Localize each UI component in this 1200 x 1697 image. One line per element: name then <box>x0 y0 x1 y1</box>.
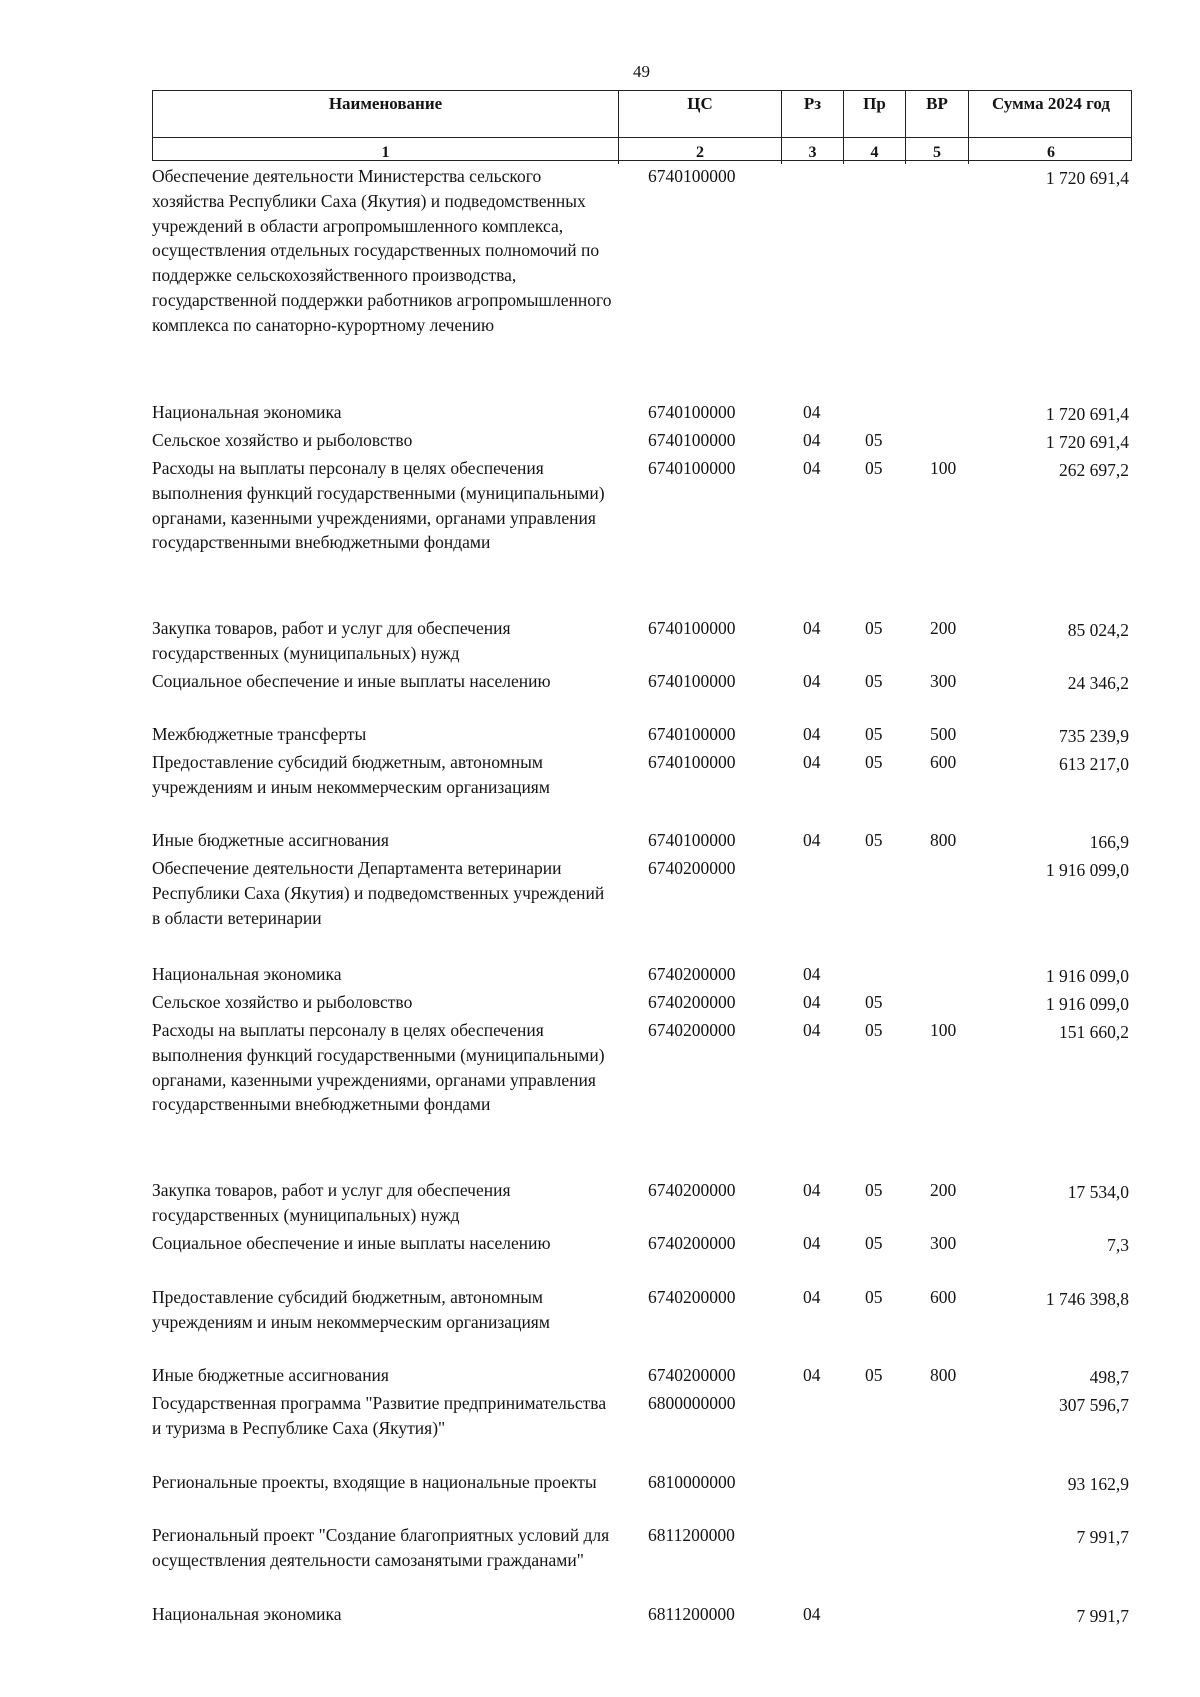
row-cs: 6740200000 <box>648 1180 736 1200</box>
column-number-row <box>152 137 1132 161</box>
row-rz: 04 <box>803 1020 821 1040</box>
row-sum: 1 916 099,0 <box>1045 994 1129 1014</box>
row-sum: 735 239,9 <box>1059 726 1129 746</box>
header-name: Наименование <box>153 91 619 137</box>
row-name: Национальная экономика <box>152 964 342 984</box>
page-number: 49 <box>633 62 650 81</box>
row-rz: 04 <box>803 671 821 691</box>
row-pr: 05 <box>865 1180 883 1200</box>
row-name: Закупка товаров, работ и услуг для обеспечения государственных (муниципальных) нужд <box>152 1180 511 1225</box>
row-rz: 04 <box>803 752 821 772</box>
row-sum: 85 024,2 <box>1067 620 1129 640</box>
row-cs: 6811200000 <box>648 1604 735 1624</box>
row-name: Обеспечение деятельности Министерства сельского хозяйства Республики Саха (Якутия) и подведомственных учреждений в области агропромышленного комплекса, осуществления отдельных государственных полномочий по поддержке сельскохозяйственного производства, государственной поддержки работников агропромышленного комплекса по санаторно-курортному лечению <box>152 166 612 335</box>
row-sum: 1 746 398,8 <box>1045 1289 1129 1309</box>
row-vr: 800 <box>930 1365 957 1385</box>
row-pr: 05 <box>865 458 883 478</box>
row-rz: 04 <box>803 458 821 478</box>
row-pr: 05 <box>865 724 883 744</box>
row-name: Межбюджетные трансферты <box>152 724 367 744</box>
row-name: Сельское хозяйство и рыболовство <box>152 992 413 1012</box>
row-pr: 05 <box>865 671 883 691</box>
row-cs: 6740100000 <box>648 752 736 772</box>
row-sum: 1 720 691,4 <box>1045 432 1129 452</box>
row-vr: 300 <box>930 1233 957 1253</box>
column-number: 2 <box>619 138 782 164</box>
row-cs: 6740100000 <box>648 430 736 450</box>
row-name: Расходы на выплаты персоналу в целях обеспечения выполнения функций государственными (муниципальными) органами, казенными учреждениями, органами управления государственными внебюджетными фондами <box>152 458 605 553</box>
row-cs: 6740200000 <box>648 1233 736 1253</box>
row-cs: 6740100000 <box>648 671 736 691</box>
row-sum: 498,7 <box>1089 1367 1129 1387</box>
row-vr: 600 <box>930 752 957 772</box>
row-name: Сельское хозяйство и рыболовство <box>152 430 413 450</box>
row-vr: 200 <box>930 1180 957 1200</box>
row-vr: 500 <box>930 724 957 744</box>
column-number: 3 <box>782 138 844 164</box>
row-cs: 6740100000 <box>648 724 736 744</box>
row-name: Социальное обеспечение и иные выплаты населению <box>152 671 551 691</box>
row-rz: 04 <box>803 964 821 984</box>
row-sum: 1 720 691,4 <box>1045 404 1129 424</box>
row-rz: 04 <box>803 402 821 422</box>
header-rz: Рз <box>782 91 844 137</box>
row-name: Иные бюджетные ассигнования <box>152 1365 389 1385</box>
row-cs: 6740100000 <box>648 402 736 422</box>
column-number: 4 <box>844 138 906 164</box>
row-sum: 1 916 099,0 <box>1045 860 1129 880</box>
row-sum: 93 162,9 <box>1067 1474 1129 1494</box>
row-rz: 04 <box>803 992 821 1012</box>
row-pr: 05 <box>865 752 883 772</box>
row-name: Иные бюджетные ассигнования <box>152 830 389 850</box>
row-sum: 151 660,2 <box>1059 1022 1129 1042</box>
row-name: Расходы на выплаты персоналу в целях обеспечения выполнения функций государственными (муниципальными) органами, казенными учреждениями, органами управления государственными внебюджетными фондами <box>152 1020 605 1115</box>
row-vr: 100 <box>930 458 957 478</box>
row-name: Региональный проект "Создание благоприятных условий для осуществления деятельности самозанятыми гражданами" <box>152 1525 610 1570</box>
row-pr: 05 <box>865 430 883 450</box>
row-rz: 04 <box>803 830 821 850</box>
row-vr: 600 <box>930 1287 957 1307</box>
row-sum: 7 991,7 <box>1076 1606 1129 1626</box>
header-pr: Пр <box>844 91 906 137</box>
row-sum: 1 720 691,4 <box>1045 168 1129 188</box>
header-cs: ЦС <box>619 91 782 137</box>
row-rz: 04 <box>803 1233 821 1253</box>
row-cs: 6740100000 <box>648 458 736 478</box>
row-sum: 1 916 099,0 <box>1045 966 1129 986</box>
row-cs: 6800000000 <box>648 1393 736 1413</box>
row-vr: 100 <box>930 1020 957 1040</box>
row-pr: 05 <box>865 618 883 638</box>
row-cs: 6740200000 <box>648 1020 736 1040</box>
row-name: Социальное обеспечение и иные выплаты населению <box>152 1233 551 1253</box>
row-pr: 05 <box>865 830 883 850</box>
row-cs: 6811200000 <box>648 1525 735 1545</box>
row-sum: 24 346,2 <box>1067 673 1129 693</box>
header-sum: Сумма 2024 год <box>991 94 1111 113</box>
column-number: 1 <box>153 138 619 164</box>
row-rz: 04 <box>803 1287 821 1307</box>
row-cs: 6740100000 <box>648 830 736 850</box>
column-number: 5 <box>906 138 969 164</box>
row-cs: 6740200000 <box>648 858 736 878</box>
row-name: Закупка товаров, работ и услуг для обеспечения государственных (муниципальных) нужд <box>152 618 511 663</box>
row-name: Обеспечение деятельности Департамента ветеринарии Республики Саха (Якутия) и подведомственных учреждений в области ветеринарии <box>152 858 605 928</box>
row-sum: 613 217,0 <box>1059 754 1129 774</box>
row-rz: 04 <box>803 1180 821 1200</box>
row-sum: 7 991,7 <box>1076 1527 1129 1547</box>
row-vr: 300 <box>930 671 957 691</box>
row-pr: 05 <box>865 1287 883 1307</box>
row-name: Предоставление субсидий бюджетным, автономным учреждениям и иным некоммерческим организациям <box>152 1287 550 1332</box>
row-cs: 6740100000 <box>648 618 736 638</box>
row-name: Предоставление субсидий бюджетным, автономным учреждениям и иным некоммерческим организациям <box>152 752 550 797</box>
row-sum: 307 596,7 <box>1059 1395 1129 1415</box>
row-cs: 6810000000 <box>648 1472 736 1492</box>
row-pr: 05 <box>865 1020 883 1040</box>
row-rz: 04 <box>803 1365 821 1385</box>
row-rz: 04 <box>803 724 821 744</box>
row-pr: 05 <box>865 992 883 1012</box>
column-number: 6 <box>1047 144 1055 161</box>
row-name: Национальная экономика <box>152 402 342 422</box>
row-cs: 6740100000 <box>648 166 736 186</box>
header-vr: ВР <box>906 91 969 137</box>
row-sum: 7,3 <box>1107 1235 1129 1255</box>
row-sum: 166,9 <box>1089 832 1129 852</box>
row-pr: 05 <box>865 1365 883 1385</box>
row-vr: 800 <box>930 830 957 850</box>
row-rz: 04 <box>803 618 821 638</box>
header-row <box>152 90 1132 137</box>
row-cs: 6740200000 <box>648 992 736 1012</box>
row-cs: 6740200000 <box>648 1287 736 1307</box>
table-header <box>152 90 1132 161</box>
row-rz: 04 <box>803 430 821 450</box>
row-name: Государственная программа "Развитие предпринимательства и туризма в Республике Саха (Якутия)" <box>152 1393 607 1438</box>
row-cs: 6740200000 <box>648 1365 736 1385</box>
row-name: Национальная экономика <box>152 1604 342 1624</box>
row-sum: 17 534,0 <box>1067 1182 1129 1202</box>
row-vr: 200 <box>930 618 957 638</box>
row-name: Региональные проекты, входящие в национальные проекты <box>152 1472 597 1492</box>
row-rz: 04 <box>803 1604 821 1624</box>
row-cs: 6740200000 <box>648 964 736 984</box>
row-pr: 05 <box>865 1233 883 1253</box>
row-sum: 262 697,2 <box>1059 460 1129 480</box>
